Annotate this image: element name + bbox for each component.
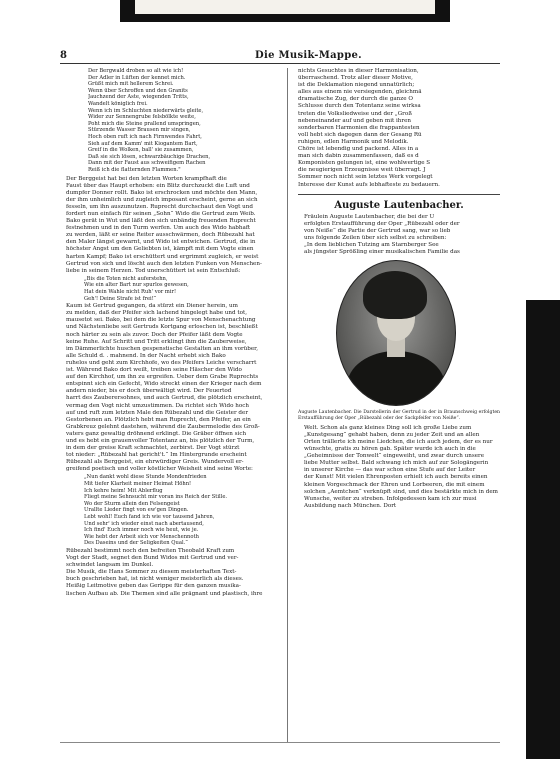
text-line: Geh'! Deine Strafe ist frei!“ bbox=[84, 295, 157, 302]
torn-paper-strip bbox=[135, 0, 435, 14]
portrait-hair bbox=[363, 271, 427, 319]
text-line: keine Ruhe. Auf Schritt und Tritt erklingt ihm die Zauberweise, bbox=[66, 338, 247, 345]
text-line: Daß sie sich lösen, schwarzbäuchige Drachen, bbox=[88, 153, 211, 160]
quote-block bbox=[60, 474, 275, 547]
text-line: solchen „Aemtchen“ verknüpft sind, und dies bestärkte mich in dem bbox=[304, 488, 498, 495]
text-line: Der Adler in Lüften der kennet mich. bbox=[88, 74, 186, 81]
text-line: höchster Angst um den Geliebten ist, kämpft mit dem Vogte einen bbox=[66, 246, 254, 253]
text-line: ist die Deklamation niegend unnatürlich; bbox=[298, 82, 415, 89]
text-line: Gestorbenen an. Plötzlich hebt man Ruprecht, den Pfeifer, an ein bbox=[66, 416, 251, 423]
text-line: Dann mit der Faust aus schweifigem Rachen bbox=[88, 160, 206, 167]
text-line: nebeneinander auf und geben mit ihren bbox=[298, 117, 412, 124]
text-line: Fliegt meine Sehnsucht mir voran ins Reich der Stille. bbox=[84, 494, 228, 501]
text-line: greifend poetisch und voller köstlicher Weisheit sind seine Worte: bbox=[66, 466, 253, 473]
text-line: Bako gerät in Wut und läßt den sich unbändig freuenden Ruprecht bbox=[66, 218, 256, 225]
text-line: Urallte Lieder fingt von ew'gen Dingen. bbox=[84, 507, 189, 514]
text-line: Reiß ich die flatternden Flammen." bbox=[88, 166, 181, 173]
text-line: festnehmen und in den Turm werfen. Um auch des Wido habhaft bbox=[66, 225, 251, 232]
text-line: Wo der Sturm allein den Felsengeist bbox=[84, 500, 180, 507]
text-line: Welt. Schon als ganz kleines Ding soll ich große Liebe zum bbox=[304, 424, 472, 431]
poem-block bbox=[60, 68, 275, 174]
text-line: auf und ruft zum letzten Male den Rübezahl und die Geister der bbox=[66, 409, 248, 416]
text-line: lischen Aufbau ab. Die Themen sind alle prägnant und plastisch, ihre bbox=[66, 590, 263, 597]
text-line: wünschte, gratis zu hören gab. Später wurde ich auch in die bbox=[304, 446, 476, 453]
prose-paragraph bbox=[298, 425, 500, 510]
portrait-photo bbox=[336, 260, 456, 406]
text-line: „Bis die Toten nicht auferstehn, bbox=[84, 275, 168, 282]
text-line: „In dem lieblichen Tutzing am Starnberger See bbox=[304, 241, 439, 248]
text-line: uns folgende Zeilen über sich selbst zu schreiben: bbox=[304, 234, 447, 241]
text-line: liebe Mutter selbst. Bald schwang ich mich auf zur Sologängerin bbox=[304, 460, 489, 467]
text-line: Heißig Leitmotive geben das Gerippe für den ganzen musika- bbox=[66, 583, 241, 590]
prose-paragraph bbox=[298, 68, 500, 189]
text-line: Die Musik, die Hans Sommer zu diesem meisterhaften Text- bbox=[66, 569, 237, 576]
right-column bbox=[298, 68, 500, 510]
text-line: Ich find' Euch immer noch wie heut, wie je. bbox=[84, 527, 199, 534]
portrait-dress bbox=[347, 351, 445, 406]
text-line: man sich dabin zusammenfassen, daß es d bbox=[298, 153, 419, 160]
text-line: voll hebt sich dagegen dann der Gesang Rü bbox=[298, 131, 422, 138]
section-title: Auguste Lautenbacher. bbox=[334, 199, 464, 211]
text-line: erfolgten Erstaufführung der Oper „Rübezahl oder der bbox=[304, 220, 460, 227]
text-line: Mit tiefer Klarheit meiner Heimat Höhn! bbox=[84, 481, 192, 488]
text-line: Komponisten gelungen ist, eine wohlwertige S bbox=[298, 160, 431, 167]
text-line: Orten trällerte ich meine Liedchen, die ich auch jedem, der es nur bbox=[304, 438, 493, 445]
text-line: fordert nun einfach für seinen „Sohn“ Wido die Gertrud zum Weib. bbox=[66, 210, 256, 217]
text-line: als jüngster Sprößling einer musikalischen Familie das bbox=[304, 249, 460, 256]
text-line: Wie ein alter Bart nur spurlos gewesen, bbox=[84, 282, 189, 289]
text-line: Wunsche, weiter zu streben. Infolgedessen kam ich zur musi bbox=[304, 495, 477, 502]
text-line: Fräulein Auguste Lautenbacher, die bei der U bbox=[304, 213, 435, 220]
header-rule bbox=[60, 63, 500, 64]
text-line: andern nieder, bis er doch überwältigt wird. Der Feuertod bbox=[66, 388, 232, 395]
text-line: alles aus einem nie versiegenden, gleichmä bbox=[298, 89, 422, 96]
text-line: buch geschrieben hat, ist nicht weniger meisterlich als dieses. bbox=[66, 576, 244, 583]
text-line: Sieh auf dem Kamm' mit Kiogantem Bart, bbox=[88, 140, 198, 147]
text-line: zu melden, daß der Pfeifer sich lachend hingelegt habe und tot, bbox=[66, 310, 248, 317]
text-line: schwindet langsam im Dunkel. bbox=[66, 562, 154, 569]
text-line: Schlusse durch den Totentanz seine wirksa bbox=[298, 103, 421, 110]
page-header bbox=[60, 50, 500, 64]
text-line: Ich kehre heim! Mit Ablerflug bbox=[84, 487, 163, 494]
text-line: treten die Volksliedweise und der „Groß bbox=[298, 110, 412, 117]
text-line: Grabkreuz gelehnt dastehen, während die Zaubermelodie des Groß- bbox=[66, 423, 260, 430]
text-line: und es hebt ein grauenvoller Totentanz an, bis plötzlich der Turm, bbox=[66, 437, 255, 444]
prose-paragraph bbox=[60, 548, 275, 598]
text-line: im Dämmerlichte huschen gespenstische Gestalten an ihm vorüber, bbox=[66, 345, 258, 352]
text-line: kleinen Vorgeschmack der Ehren und Lorbeeren, die mit einem bbox=[304, 481, 485, 488]
text-line: Vogt der Stadt, segnet den Bund Widos mit Gertrud und ver- bbox=[66, 555, 239, 562]
prose-paragraph bbox=[60, 176, 275, 275]
text-line: sonderbaren Harmonien die frappantesten bbox=[298, 124, 420, 131]
text-line: entspinnt sich ein Gefecht, Wido streckt einen der Krieger nach dem bbox=[66, 381, 262, 388]
left-column bbox=[60, 68, 275, 598]
quote-block bbox=[60, 276, 275, 302]
text-line: Rübezahl bestimmt noch den befreiten Theobald Kraft zum bbox=[66, 547, 235, 554]
text-line: tot nieder: „Rübezahl hat gericht't.“ Im Hintergrunde erscheint bbox=[66, 452, 247, 459]
section-rule bbox=[298, 194, 500, 195]
text-line: der ihm unheimlich und zugleich imposant erscheint, gerne an sich bbox=[66, 196, 258, 203]
text-line: Hoch oben ruft ich nach Firnwendes Fahrt, bbox=[88, 133, 202, 140]
text-line: Kaum ist Gertrud gegangen, da stürzt ein Diener herein, um bbox=[66, 303, 238, 310]
prose-paragraph bbox=[60, 303, 275, 473]
text-line: Jauchzend der Aste, wiegenden Tritts, bbox=[88, 94, 189, 101]
text-line: ruhigen, edlen Harmonik und Melodik. bbox=[298, 138, 409, 145]
text-line: den Maler längst gewarnt, und Wido ist entwichen. Gertrud, die in bbox=[66, 239, 256, 246]
text-line: Interesse der Kunst aufs lebhafteste zu bedauern. bbox=[298, 181, 440, 188]
text-line: Wenn über Schroffen und den Granits bbox=[88, 87, 188, 94]
footer-rule bbox=[60, 742, 500, 743]
text-line: „Nun dankt wohl diese Stunde Mondenfrieden bbox=[84, 474, 207, 481]
text-line: noch härter zu sein als zuvor. Doch der Pfeifer läßt dem Vogte bbox=[66, 331, 243, 338]
text-line: dumpfer Donner rollt. Bako ist erschrocken und möchte den Mann, bbox=[66, 189, 258, 196]
text-line: und Nächstenliebe seit Gertruds Kortgang erloschen ist, beschließt bbox=[66, 324, 258, 331]
text-line: harten Kampf; Bako ist erschüttert und ergrimmt zugleich, er weist bbox=[66, 253, 259, 260]
portrait-caption: Auguste Lautenbacher. Die Darstellerin der Gertrud in der in Braunschweig erfolgten Erstaufführung der Oper „Rübezahl oder der Sackpfeifer von Neiße“. bbox=[298, 410, 500, 421]
column-divider bbox=[287, 68, 288, 743]
text-line: nichts Gesuchtes in dieser Harmonisation, bbox=[298, 68, 419, 74]
text-line: Der Bergwald droben so alt wie ich! bbox=[88, 68, 184, 74]
text-line: vaters ganz gewaltig dröhnend erklingt. Die Gräber öffnen sich bbox=[66, 430, 247, 437]
text-line: Der Berggeist hat bei den letzten Worten krampfhaft die bbox=[66, 175, 227, 182]
text-line: Des Daseins und der Seligkeiten Qual.“ bbox=[84, 540, 188, 547]
page-number: 8 bbox=[60, 50, 67, 61]
portrait-figure bbox=[298, 258, 500, 408]
text-line: auf den Kirchhof, um ihn zu ergreifen. Ueber dem Grabe Ruprechts bbox=[66, 374, 259, 381]
text-line: Poht mich die Steine prallend umspringen, bbox=[88, 120, 201, 127]
text-line: Ausbildung nach München. Dort bbox=[304, 502, 397, 509]
text-line: Wenn ich im Schluchten niederwärts gleite, bbox=[88, 107, 204, 114]
text-line: der Kunst! Mit vielen Ehrenposten erhielt ich auch bereits einen bbox=[304, 474, 488, 481]
text-line: überraschend. Trotz aller dieser Motive, bbox=[298, 75, 413, 82]
text-line: die neugierigen Erzeugnisse weit überragt. J bbox=[298, 167, 426, 174]
text-line: von Neiße“ die Partie der Gertrud sang, war so lieb bbox=[304, 227, 451, 234]
text-line: liebe in seinem Herzen. Tod unerschüttert ist sein Entschluß: bbox=[66, 267, 241, 274]
text-line: dramatische Zug, der durch die ganze O bbox=[298, 96, 413, 103]
text-line: Grüßt mich mit hellerem Schrei. bbox=[88, 81, 174, 88]
text-line: Hat dein Wahle nicht Ruh' vor mir! bbox=[84, 289, 177, 295]
scan-dark-edge bbox=[526, 300, 560, 759]
text-line: ist. Während Bako dort weilt, treiben seine Häscher den Wido bbox=[66, 367, 242, 374]
text-line: Sommer noch nicht sein letztes Werk vorgelegt bbox=[298, 174, 433, 181]
text-line: Wider zur Sennengrube felsbölkte weite, bbox=[88, 114, 196, 121]
text-line: Gertrud von sich und löscht auch den letzten Funken von Menschen- bbox=[66, 260, 262, 267]
text-line: Lebt wohl! Euch fand ich wie vor tausend Jahren, bbox=[84, 514, 215, 520]
text-line: Wandelt königlich frei. bbox=[88, 100, 148, 107]
text-line: in unserer Kirche — das war schon eine Stufe auf der Leiter bbox=[304, 467, 476, 474]
text-line: vermag den Vogt nicht umzustimmen. Da richtet sich Wido hoch bbox=[66, 402, 249, 409]
text-line: Stürzende Wasser Brausen mir singen, bbox=[88, 127, 191, 134]
text-line: zu werden, läßt er seine Reiter ausschwärmen, doch Rübezahl hat bbox=[66, 232, 255, 239]
text-line: Wie hebt der Arbeit sich vor Menschennoth bbox=[84, 533, 199, 540]
text-line: in dem der greise Kraft schmachtet, zerbirst. Der Vogt stürzt bbox=[66, 445, 240, 452]
text-line: mausetot sei. Bako, bei dem die letzte Spur von Menschenachtung bbox=[66, 317, 256, 324]
prose-paragraph bbox=[298, 214, 500, 257]
text-line: „Geheimnisse der Tonwelt“ eingeweiht, und zwar durch unsere bbox=[304, 453, 485, 460]
running-title: Die Musik-Mappe. bbox=[255, 50, 362, 61]
text-line: „Kunstgesang“ gehabt haben, denn zu jeder Zeit und an allen bbox=[304, 431, 480, 438]
text-line: alle Schuld d. . mahnend. In der Nacht erhebt sich Bako bbox=[66, 352, 226, 359]
text-line: fesseln, um ihn auszunutzen. Ruprecht durchschaut den Vogt und bbox=[66, 203, 253, 210]
text-line: Greif in die Wolken, ball' sie zusammen, bbox=[88, 147, 194, 154]
text-line: Und sehr' ich wieder einst nach abertausend, bbox=[84, 520, 204, 527]
text-line: Rübezahl als Berggeist, ein ehrwürdiger Greis. Wundervoll er- bbox=[66, 459, 244, 466]
text-line: Chöre ist lebendig und packend. Alles in a bbox=[298, 146, 419, 153]
text-line: ruhelos und geht zum Kirchhofe, wo des Pfeifers Leiche verscharrt bbox=[66, 359, 257, 366]
text-line: harrt des Zauberersohnes, und auch Gertrud, die plötzlich erscheint, bbox=[66, 395, 263, 402]
text-line: Faust über das Haupt erhoben: ein Blitz durchzuckt die Luft und bbox=[66, 182, 250, 189]
